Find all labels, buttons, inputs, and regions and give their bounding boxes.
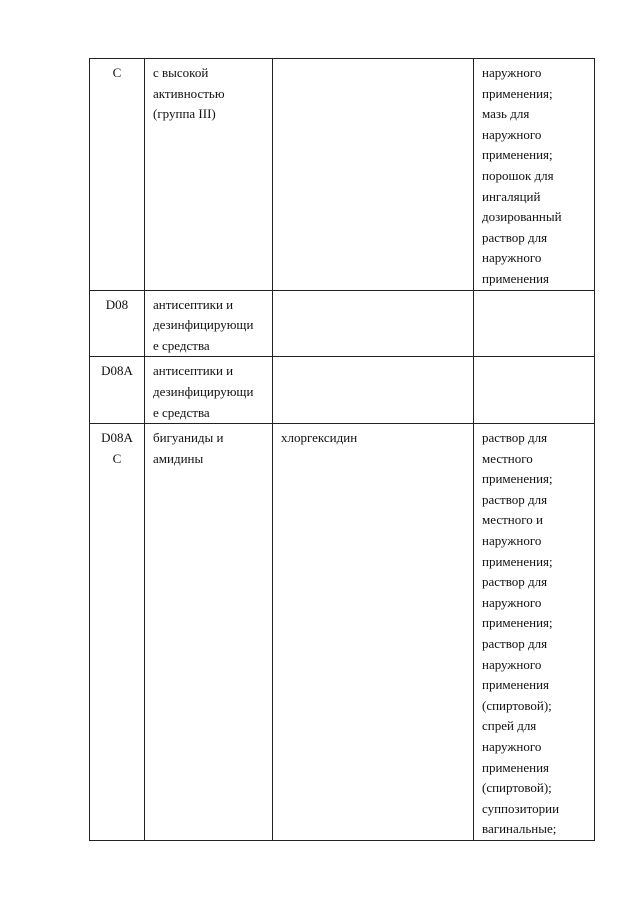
cell-line: D08A [101, 363, 133, 379]
cell-line: е средства [153, 337, 210, 353]
cell-line: применения; [482, 615, 553, 631]
cell-line: раствор для [482, 229, 548, 245]
cell-line: дезинфицирующи [153, 317, 254, 333]
cell-line: (спиртовой); [482, 780, 552, 796]
cell-line: хлоргексидин [281, 430, 358, 446]
cell-line: D08 [105, 296, 129, 312]
cell-line: наружного [482, 250, 542, 266]
cell-line: D08A [101, 430, 133, 446]
table-row [90, 357, 595, 424]
group-name-cell [145, 59, 273, 291]
cell-line: порошок для [482, 167, 554, 183]
cell-line: C [112, 450, 122, 466]
dosage-forms-cell [474, 357, 595, 424]
cell-line: C [112, 65, 122, 80]
cell-line: активностью [153, 85, 225, 101]
table-row [90, 290, 595, 357]
cell-line: бигуаниды и [153, 430, 224, 446]
group-name-cell [145, 357, 273, 424]
drug-name-cell [273, 357, 474, 424]
cell-line: применения; [482, 553, 553, 569]
atc-code-cell [90, 424, 145, 841]
cell-line: наружного [482, 739, 542, 754]
cell-line: антисептики и [153, 363, 234, 379]
cell-line: применения [482, 759, 550, 775]
cell-line: раствор для [482, 636, 548, 652]
cell-line: раствор для [482, 430, 548, 446]
cell-line: применения; [482, 471, 553, 487]
table-row [90, 424, 595, 841]
cell-line: раствор для [482, 574, 548, 590]
cell-line: применения; [482, 147, 553, 163]
cell-line: раствор для [482, 491, 548, 507]
cell-line: наружного [482, 656, 542, 672]
drug-name-cell [273, 290, 474, 357]
dosage-forms-cell [474, 290, 595, 357]
cell-line: применения [482, 270, 550, 286]
cell-line: мазь для [482, 106, 530, 122]
table-row [90, 59, 595, 291]
cell-line: применения; [482, 85, 553, 101]
cell-line: спрей для [482, 718, 537, 734]
dosage-forms-cell [474, 424, 595, 841]
atc-code-cell [90, 59, 145, 291]
cell-line: дозированный [482, 209, 562, 225]
cell-line: (спиртовой); [482, 697, 552, 713]
cell-line: местного и [482, 512, 543, 528]
cell-line: антисептики и [153, 296, 234, 312]
dosage-forms-cell [474, 59, 595, 291]
cell-line: дезинфицирующи [153, 383, 254, 399]
cell-line: амидины [153, 450, 204, 466]
cell-line: применения [482, 677, 550, 693]
drug-name-cell [273, 424, 474, 841]
cell-line: с высокой [153, 65, 209, 80]
drug-name-cell [273, 59, 474, 291]
group-name-cell [145, 290, 273, 357]
cell-line: наружного [482, 594, 542, 610]
cell-line: наружного [482, 65, 542, 80]
cell-line: вагинальные; [482, 821, 557, 837]
cell-line: суппозитории [482, 800, 560, 816]
cell-line: е средства [153, 404, 210, 420]
cell-line: (группа III) [153, 106, 216, 122]
table-body [90, 59, 595, 841]
atc-code-cell [90, 290, 145, 357]
group-name-cell [145, 424, 273, 841]
atc-code-cell [90, 357, 145, 424]
cell-line: наружного [482, 533, 542, 549]
cell-line: местного [482, 450, 533, 466]
drug-classification-table [89, 58, 595, 841]
cell-line: ингаляций [482, 188, 541, 204]
cell-line: наружного [482, 126, 542, 142]
